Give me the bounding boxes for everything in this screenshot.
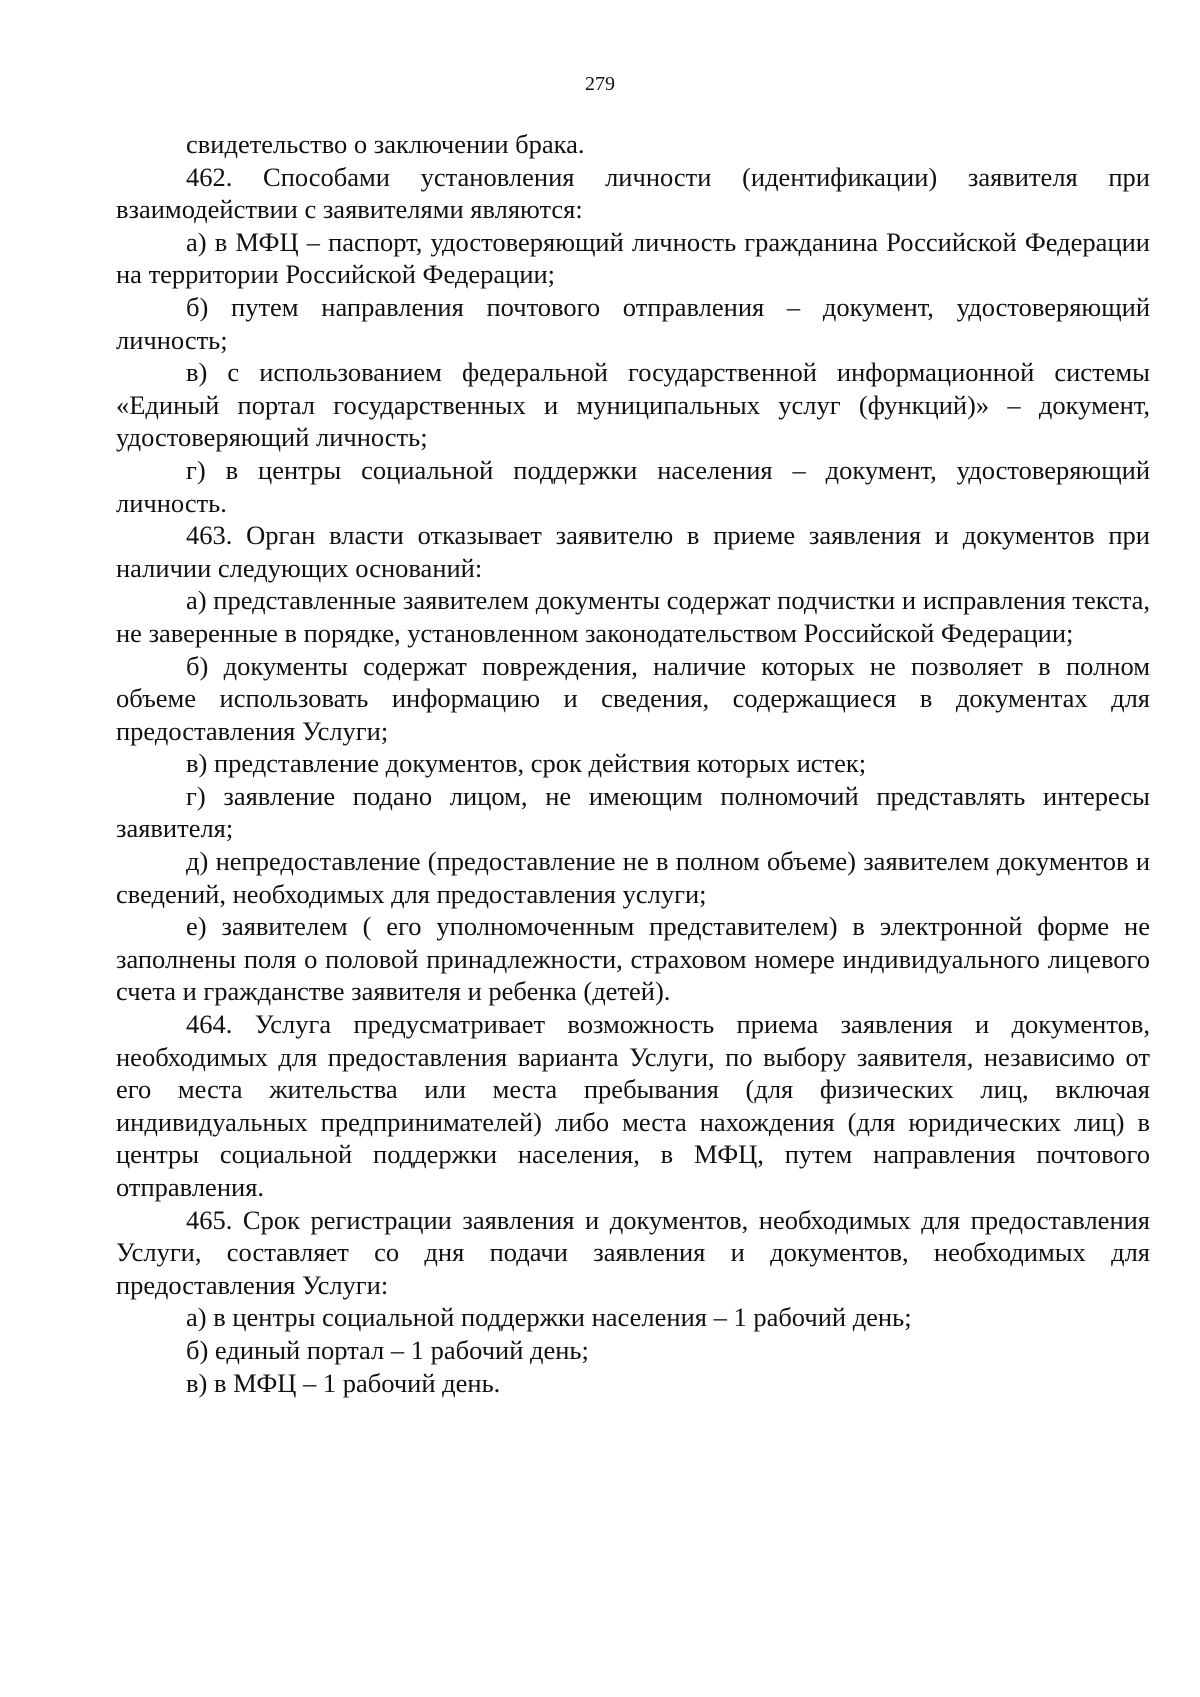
paragraph: в) с использованием федеральной государственной информационной системы «Единый портал государственных и муниципальных услуг (функций)» – документ, удостоверяющий личность;: [116, 357, 1150, 453]
paragraph: а) в центры социальной поддержки населения – 1 рабочий день;: [186, 1302, 912, 1333]
paragraph: г) заявление подано лицом, не имеющим полномочий представлять интересы заявителя;: [116, 780, 1150, 844]
paragraph: г) в центры социальной поддержки населения – документ, удостоверяющий личность.: [116, 454, 1150, 518]
paragraph: д) непредоставление (предоставление не в полном объеме) заявителем документов и сведений, необходимых для предоставления услуги;: [116, 846, 1150, 909]
paragraph: 462. Способами установления личности (идентификации) заявителя при взаимодействии с заявителями являются:: [116, 161, 1150, 225]
paragraph: 464. Услуга предусматривает возможность приема заявления и документов, необходимых для предоставления варианта Услуги, по выбору заявителя, независимо от его места жительства или места пребывания (для физических лиц, включая индивидуальных предпринимателей) либо места нахождения (для юридических лиц) в центры социальной поддержки населения, в МФЦ, путем направления почтового отправления.: [116, 1009, 1150, 1202]
paragraph: в) представление документов, срок действия которых истек;: [186, 748, 867, 779]
paragraph: б) единый портал – 1 рабочий день;: [186, 1334, 589, 1365]
paragraph: свидетельство о заключении брака.: [186, 129, 585, 159]
paragraph: 463. Орган власти отказывает заявителю в приеме заявления и документов при наличии следующих оснований:: [116, 520, 1150, 583]
page-number: 279: [585, 73, 615, 95]
paragraph: б) документы содержат повреждения, наличие которых не позволяет в полном объеме использовать информацию и сведения, содержащиеся в документах для предоставления Услуги;: [116, 650, 1150, 746]
paragraph: 465. Срок регистрации заявления и документов, необходимых для предоставления Услуги, составляет со дня подачи заявления и документов, необходимых для предоставления Услуги:: [116, 1204, 1150, 1300]
paragraph: а) в МФЦ – паспорт, удостоверяющий личность гражданина Российской Федерации на территории Российской Федерации;: [116, 226, 1150, 290]
paragraph: б) путем направления почтового отправления – документ, удостоверяющий личность;: [116, 291, 1150, 355]
paragraph: а) представленные заявителем документы содержат подчистки и исправления текста, не заверенные в порядке, установленном законодательством Российской Федерации;: [116, 585, 1150, 648]
document-body: [116, 128, 1150, 1399]
paragraph: в) в МФЦ – 1 рабочий день.: [186, 1367, 501, 1398]
paragraph: е) заявителем ( его уполномоченным представителем) в электронной форме не заполнены поля о половой принадлежности, страховом номере индивидуального лицевого счета и гражданстве заявителя и ребенка (детей).: [116, 911, 1150, 1007]
